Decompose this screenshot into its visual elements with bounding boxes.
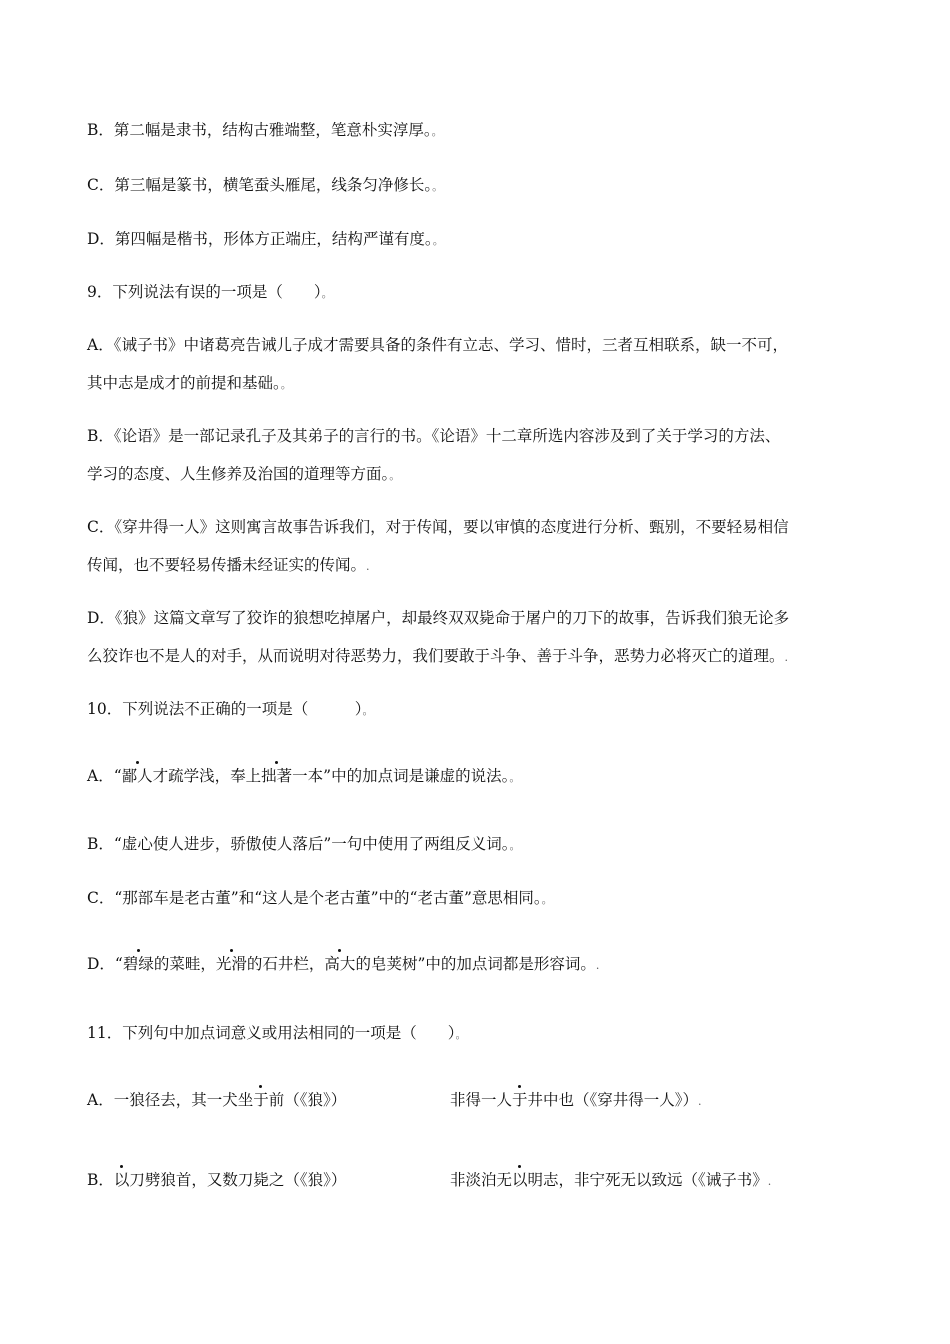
emphasis-word: 以 bbox=[512, 1171, 528, 1189]
emphasis-word: 碧绿 bbox=[122, 955, 154, 973]
emphasis-word: 鄙人 bbox=[121, 767, 153, 785]
emphasis-word: 于 bbox=[512, 1091, 528, 1109]
emphasis-word: 于 bbox=[253, 1091, 269, 1109]
emphasis-word: 光滑 bbox=[215, 955, 247, 973]
q10-option-d: D．“碧绿的菜畦，光滑的石井栏，高大的皂荚树”中的加点词都是形容词。. bbox=[87, 955, 600, 973]
q9-option-c-line2: 传闻，也不要轻易传播未经证实的传闻。. bbox=[87, 556, 370, 574]
q11-option-a bbox=[87, 1090, 867, 1110]
q8-option-d: D．第四幅是楷书，形体方正端庄，结构严谨有度。。 bbox=[87, 230, 444, 248]
q11-stem: 11．下列句中加点词意义或用法相同的一项是（ ）。 bbox=[87, 1024, 467, 1042]
q11-option-b bbox=[87, 1170, 867, 1190]
q9-option-d-line2: 么狡诈也不是人的对手，从而说明对待恶势力，我们要敢于斗争、善于斗争，恶势力必将灭亡的道理。. bbox=[87, 647, 789, 665]
q9-stem: 9．下列说法有误的一项是（ ）。 bbox=[87, 283, 333, 301]
emphasis-word: 高大 bbox=[324, 955, 356, 973]
q10-option-c: C．“那部车是老古董”和“这人是个老古董”中的“老古董”意思相同。。 bbox=[87, 889, 553, 907]
q10-option-a: A．“鄙人才疏学浅，奉上拙著一本”中的加点词是谦虚的说法。。 bbox=[87, 767, 521, 785]
q8-option-b: B．第二幅是隶书，结构古雅端整，笔意朴实淳厚。。 bbox=[87, 121, 443, 139]
q11-b-right: 非淡泊无以明志，非宁死无以致远（《诫子书》. bbox=[450, 1171, 772, 1189]
q9-option-b-line2: 学习的态度、人生修养及治国的道理等方面。。 bbox=[87, 465, 401, 483]
q10-stem: 10．下列说法不正确的一项是（ ）。 bbox=[87, 700, 374, 718]
q9-option-a-line1: A．《诫子书》中诸葛亮告诫儿子成才需要具备的条件有立志、学习、惜时，三者互相联系，缺一不可， bbox=[87, 336, 788, 354]
q9-option-a-line2: 其中志是成才的前提和基础。。 bbox=[87, 374, 292, 392]
q8-option-c: C．第三幅是篆书，横笔蚕头雁尾，线条匀净修长。。 bbox=[87, 176, 444, 194]
emphasis-word: 拙著 bbox=[261, 767, 293, 785]
q9-option-b-line1: B．《论语》是一部记录孔子及其弟子的言行的书。《论语》十二章所选内容涉及到了关于学习的方法、 bbox=[87, 427, 781, 445]
q10-option-b: B．“虚心使人进步，骄傲使人落后”一句中使用了两组反义词。。 bbox=[87, 835, 521, 853]
q11-a-left: A．一狼径去，其一犬坐于前（《狼》） bbox=[87, 1091, 347, 1109]
q9-option-d-line1: D．《狼》这篇文章写了狡诈的狼想吃掉屠户，却最终双双毙命于屠户的刀下的故事，告诉我们狼无论多 bbox=[87, 609, 790, 627]
q9-option-c-line1: C．《穿井得一人》这则寓言故事告诉我们，对于传闻，要以审慎的态度进行分析、甄别，不要轻易相信 bbox=[87, 518, 789, 536]
emphasis-word: 以 bbox=[113, 1171, 130, 1189]
q11-b-left: B．以刀劈狼首，又数刀毙之（《狼》） bbox=[87, 1171, 347, 1189]
q11-a-right: 非得一人于井中也（《穿井得一人》）. bbox=[450, 1091, 702, 1109]
